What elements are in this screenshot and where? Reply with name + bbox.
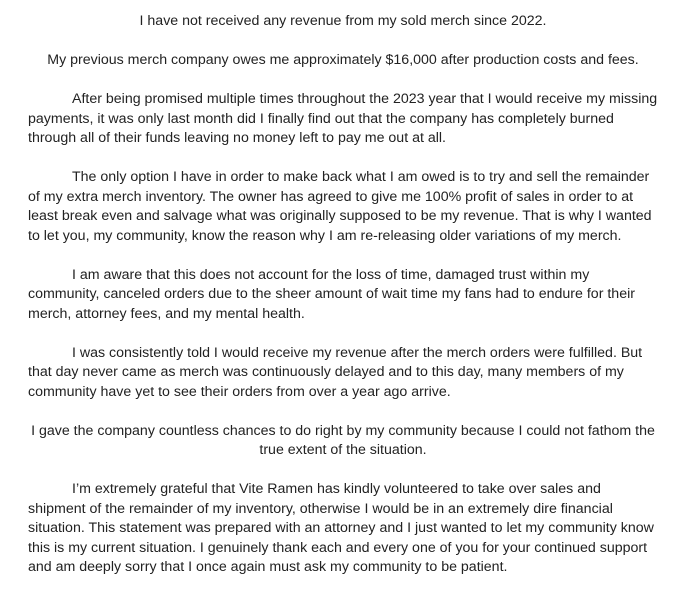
paragraph-gratitude: I’m extremely grateful that Vite Ramen has kindly volunteered to take over sales and shipment of the remainder of my inventory, otherwise I would be in an extremely dire financial situation. This statement was prepared with an attorney and I just wanted to let my community know this is my current situation. I genuinely thank each and every one of you for your continued support and am deeply sorry that I once again must ask my community to be patient.	[28, 481, 654, 575]
paragraph-amount-owed: My previous merch company owes me approximately $16,000 after production costs and fees.	[47, 52, 639, 68]
paragraph-missing-payments: After being promised multiple times throughout the 2023 year that I would receive my missing payments, it was only last month did I finally find out that the company has completely burned through all of their funds leaving no money left to pay me out at all.	[28, 91, 658, 146]
paragraph-delays: I was consistently told I would receive my revenue after the merch orders were fulfilled. But that day never came as merch was continuously delayed and to this day, many members of my community have yet to see their orders from over a year ago arrive.	[28, 344, 643, 400]
paragraph-selling-inventory: The only option I have in order to make back what I am owed is to try and sell the remainder of my extra merch inventory. The owner has agreed to give me 100% profit of sales in order to at least break even and salvage what was originally supposed to be my revenue. That is why I wanted to let you, my community, know the reason why I am re-releasing older variations of my merch.	[28, 169, 652, 244]
paragraph-no-revenue: I have not received any revenue from my sold merch since 2022.	[139, 13, 547, 29]
paragraph-losses: I am aware that this does not account for the loss of time, damaged trust within my community, canceled orders due to the sheer amount of wait time my fans had to endure for their merch, attorney fees, and my mental health.	[28, 266, 635, 322]
paragraph-countless-chances: I gave the company countless chances to do right by my community because I could not fathom the true extent of the situation.	[31, 422, 655, 458]
